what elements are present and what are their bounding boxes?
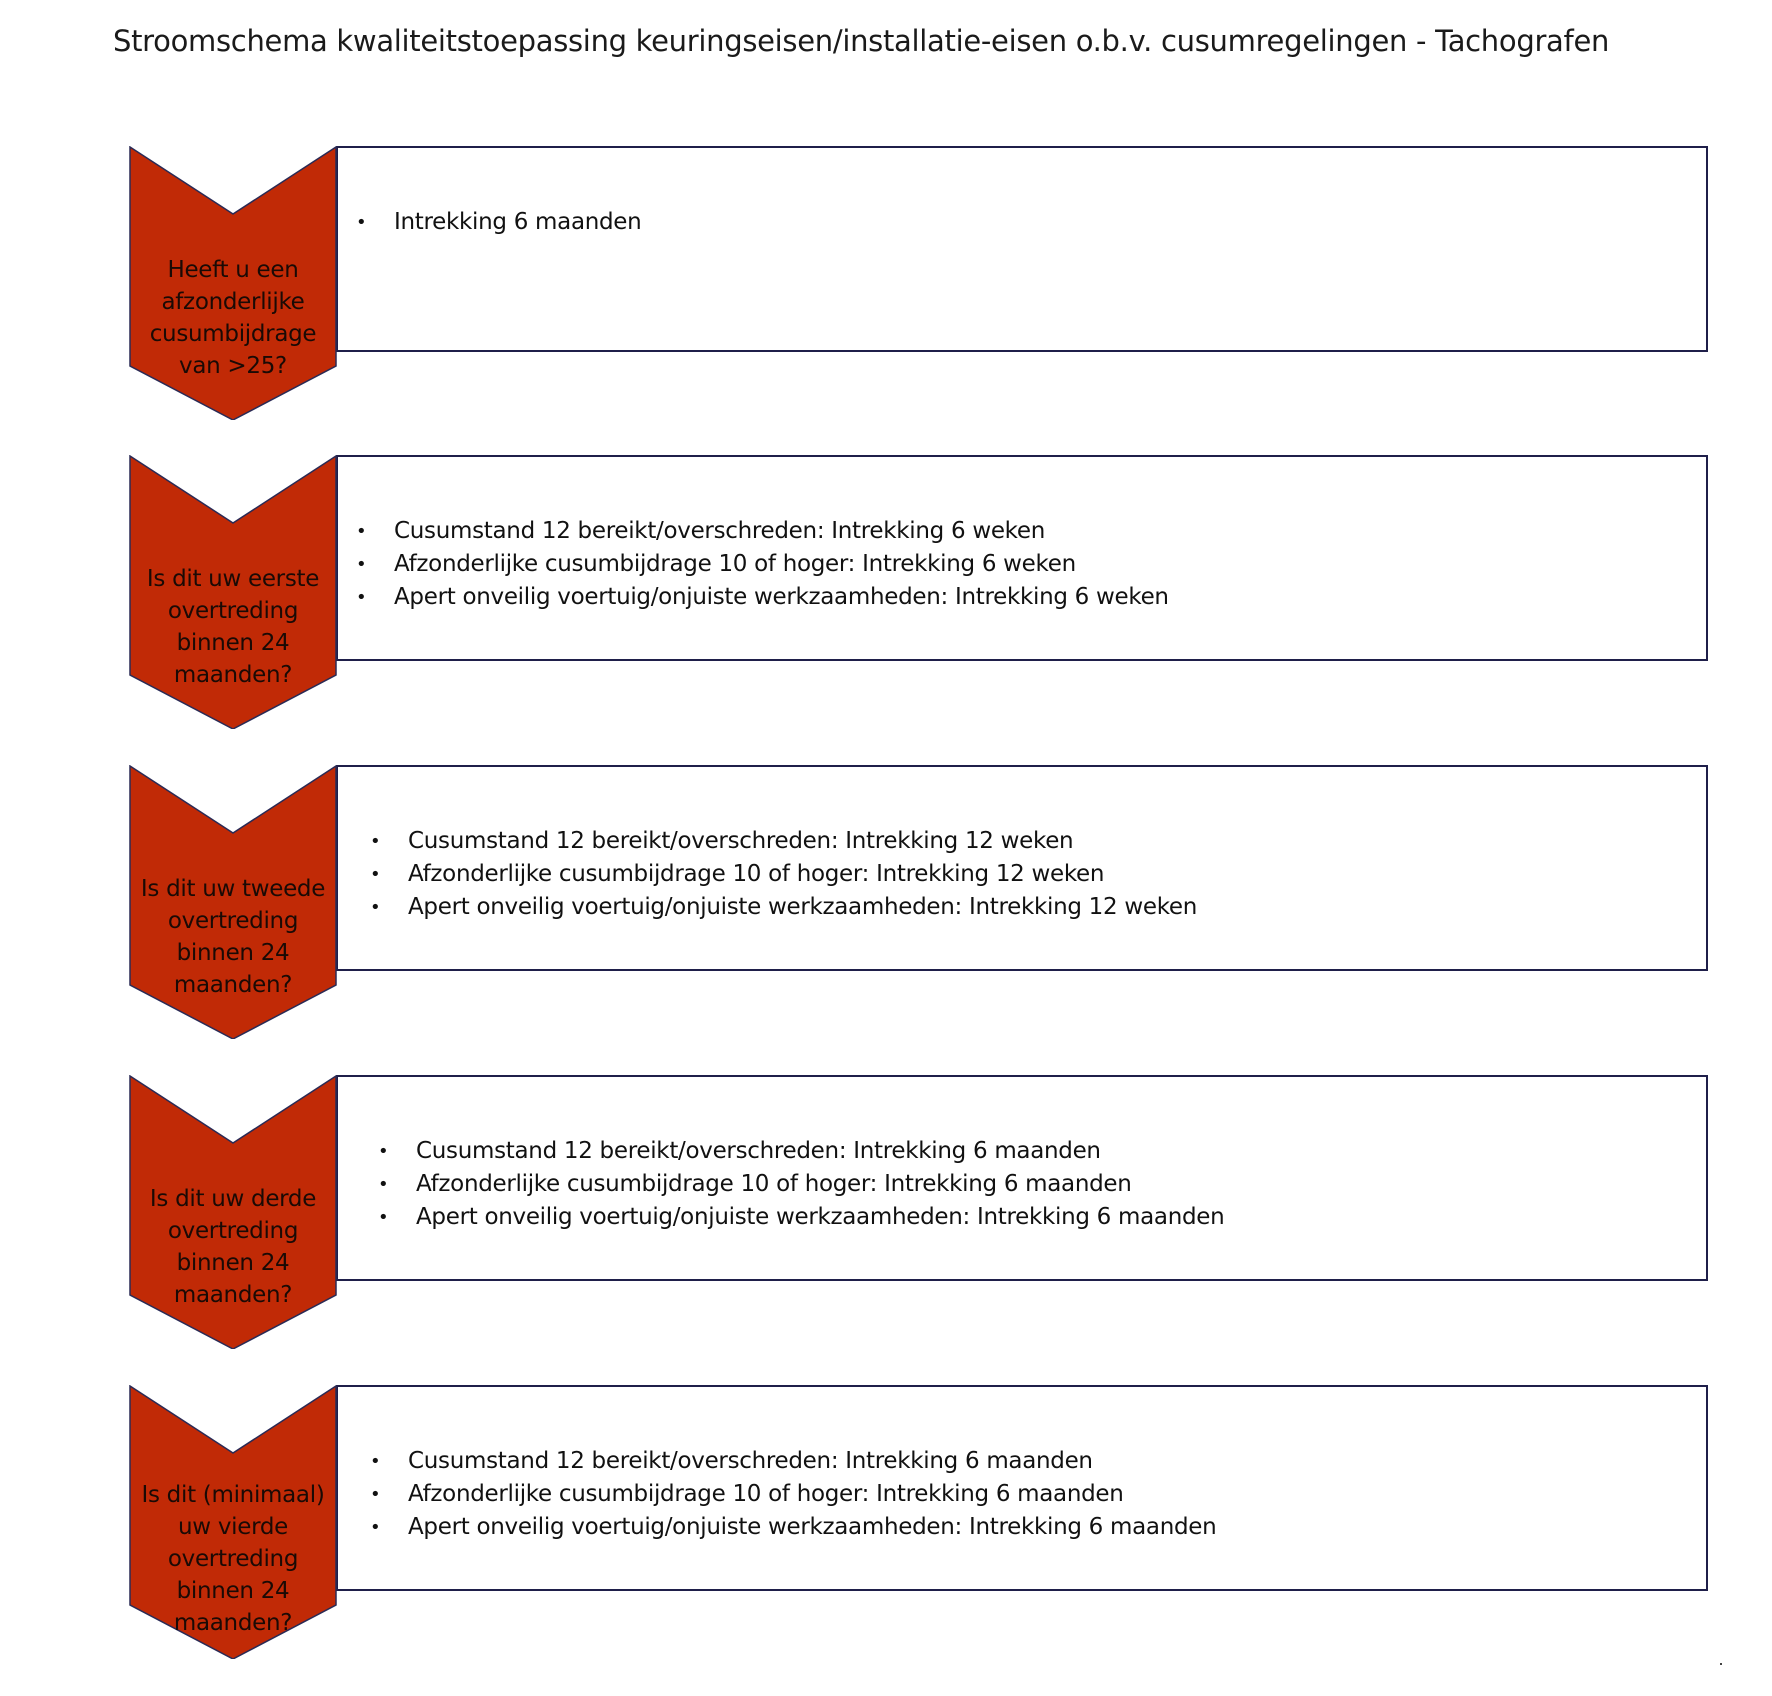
outcome-box: • Cusumstand 12 bereikt/overschreden: Intrekking 6 weken • Afzonderlijke cusumbijdrage 10 of hoger: Intrekking 6 weken • Apert onveilig voertuig/onjuiste werkzaamheden: Intrekking 6 weken bbox=[336, 455, 1708, 661]
flow-step-3 bbox=[0, 765, 1772, 1075]
question-label: Is dit uw derde overtreding binnen 24 maanden? bbox=[149, 1186, 317, 1308]
outcome-box: • Cusumstand 12 bereikt/overschreden: Intrekking 6 maanden • Afzonderlijke cusumbijdrage 10 of hoger: Intrekking 6 maanden • Apert onveilig voertuig/onjuiste werkzaamheden: Intrekking 6 maanden bbox=[336, 1075, 1708, 1281]
bullet-icon: • bbox=[370, 897, 381, 918]
bullet-icon: • bbox=[378, 1174, 389, 1195]
flow-step-5 bbox=[0, 1385, 1772, 1695]
outcome-box: • Cusumstand 12 bereikt/overschreden: Intrekking 12 weken • Afzonderlijke cusumbijdrage 10 of hoger: Intrekking 12 weken • Apert onveilig voertuig/onjuiste werkzaamheden: Intrekking 12 weken bbox=[336, 765, 1708, 971]
bullet-icon: • bbox=[370, 1451, 381, 1472]
bullet-icon: • bbox=[370, 1517, 381, 1538]
question-label: Is dit uw eerste overtreding binnen 24 maanden? bbox=[146, 566, 320, 688]
stray-dot bbox=[1720, 1663, 1722, 1665]
question-label: Heeft u een afzonderlijke cusumbijdrage van >25? bbox=[149, 257, 317, 379]
question-label: Is dit (minimaal) uw vierde overtreding binnen 24 maanden? bbox=[141, 1482, 325, 1636]
diagram-title: Stroomschema kwaliteitstoepassing keuringseisen/installatie-eisen o.b.v. cusumregelingen - Tachografen bbox=[113, 24, 1610, 58]
bullet-icon: • bbox=[378, 1207, 389, 1228]
flow-step-4 bbox=[0, 1075, 1772, 1385]
flow-step-1 bbox=[0, 146, 1772, 456]
bullet-icon: • bbox=[370, 864, 381, 885]
bullet-icon: • bbox=[356, 521, 367, 542]
bullet-icon: • bbox=[370, 1484, 381, 1505]
bullet-icon: • bbox=[356, 212, 367, 233]
flow-step-2 bbox=[0, 455, 1772, 765]
bullet-icon: • bbox=[356, 587, 367, 608]
outcome-box: • Intrekking 6 maanden bbox=[336, 146, 1708, 352]
bullet-icon: • bbox=[356, 554, 367, 575]
question-label: Is dit uw tweede overtreding binnen 24 maanden? bbox=[140, 876, 326, 998]
outcome-box: • Cusumstand 12 bereikt/overschreden: Intrekking 6 maanden • Afzonderlijke cusumbijdrage 10 of hoger: Intrekking 6 maanden • Apert onveilig voertuig/onjuiste werkzaamheden: Intrekking 6 maanden bbox=[336, 1385, 1708, 1591]
bullet-icon: • bbox=[370, 831, 381, 852]
bullet-icon: • bbox=[378, 1141, 389, 1162]
